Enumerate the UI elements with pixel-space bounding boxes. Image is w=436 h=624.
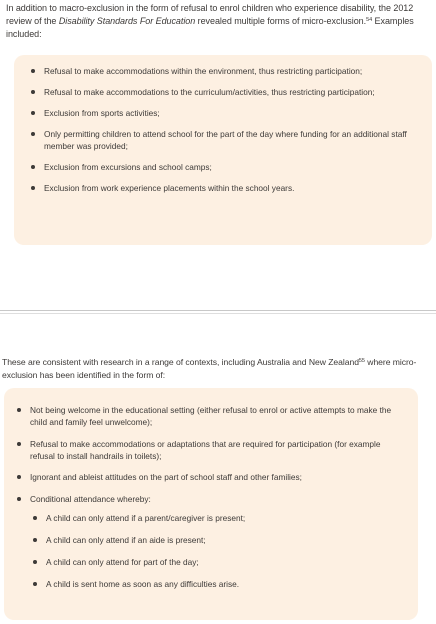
list-item: Refusal to make accommodations within the environment, thus restricting participation; — [30, 65, 408, 77]
bottom-forms-box — [4, 388, 418, 620]
list-item: Not being welcome in the educational setting (either refusal to enrol or active attempts to make the child and family feel unwelcome); — [16, 404, 394, 428]
top-section — [6, 2, 432, 41]
bottom-section — [0, 356, 436, 382]
top-intro-text-2: revealed multiple forms of micro-exclusion. — [195, 16, 367, 26]
list-item-label: Conditional attendance whereby: — [30, 493, 151, 504]
sub-list-item: A child can only attend if a parent/caregiver is present; — [32, 512, 394, 524]
top-intro-text: In addition to macro-exclusion in the form of refusal to enrol children who experience disability, the 2012 review of the — [6, 3, 414, 26]
footnote-marker: 54 — [366, 17, 373, 23]
list-item: Refusal to make accommodations to the curriculum/activities, thus restricting participation; — [30, 86, 408, 98]
list-item: Exclusion from sports activities; — [30, 107, 408, 119]
top-examples-box — [14, 55, 432, 245]
list-item: Exclusion from excursions and school camps; — [30, 161, 408, 173]
list-item-with-sublist — [16, 493, 394, 590]
bottom-intro-paragraph — [0, 356, 436, 382]
sub-list-item: A child can only attend for part of the day; — [32, 556, 394, 568]
list-item: Refusal to make accommodations or adaptations that are required for participation (for example refusal to install handrails in toilets); — [16, 438, 394, 462]
sub-bullet-list — [30, 512, 394, 590]
list-item: Only permitting children to attend school for the part of the day where funding for an additional staff member was provided; — [30, 128, 408, 152]
top-intro-text-3: Examples included: — [6, 16, 414, 39]
bottom-intro-text: These are consistent with research in a range of contexts, including Australia and New Zealand — [2, 357, 359, 367]
list-item: Exclusion from work experience placements within the school years. — [30, 182, 408, 194]
top-intro-italic-title: Disability Standards For Education — [58, 16, 196, 26]
divider — [0, 313, 436, 314]
list-item: Ignorant and ableist attitudes on the part of school staff and other families; — [16, 471, 394, 483]
footnote-marker: 55 — [358, 358, 365, 364]
bottom-intro-text-2: where micro-exclusion has been identified in the form of: — [2, 357, 417, 380]
sub-list-item: A child is sent home as soon as any difficulties arise. — [32, 578, 394, 590]
top-intro-paragraph — [6, 2, 432, 41]
bottom-bullet-list — [16, 404, 394, 590]
sub-list-item: A child can only attend if an aide is present; — [32, 534, 394, 546]
divider — [0, 310, 436, 311]
top-bullet-list — [30, 65, 408, 194]
